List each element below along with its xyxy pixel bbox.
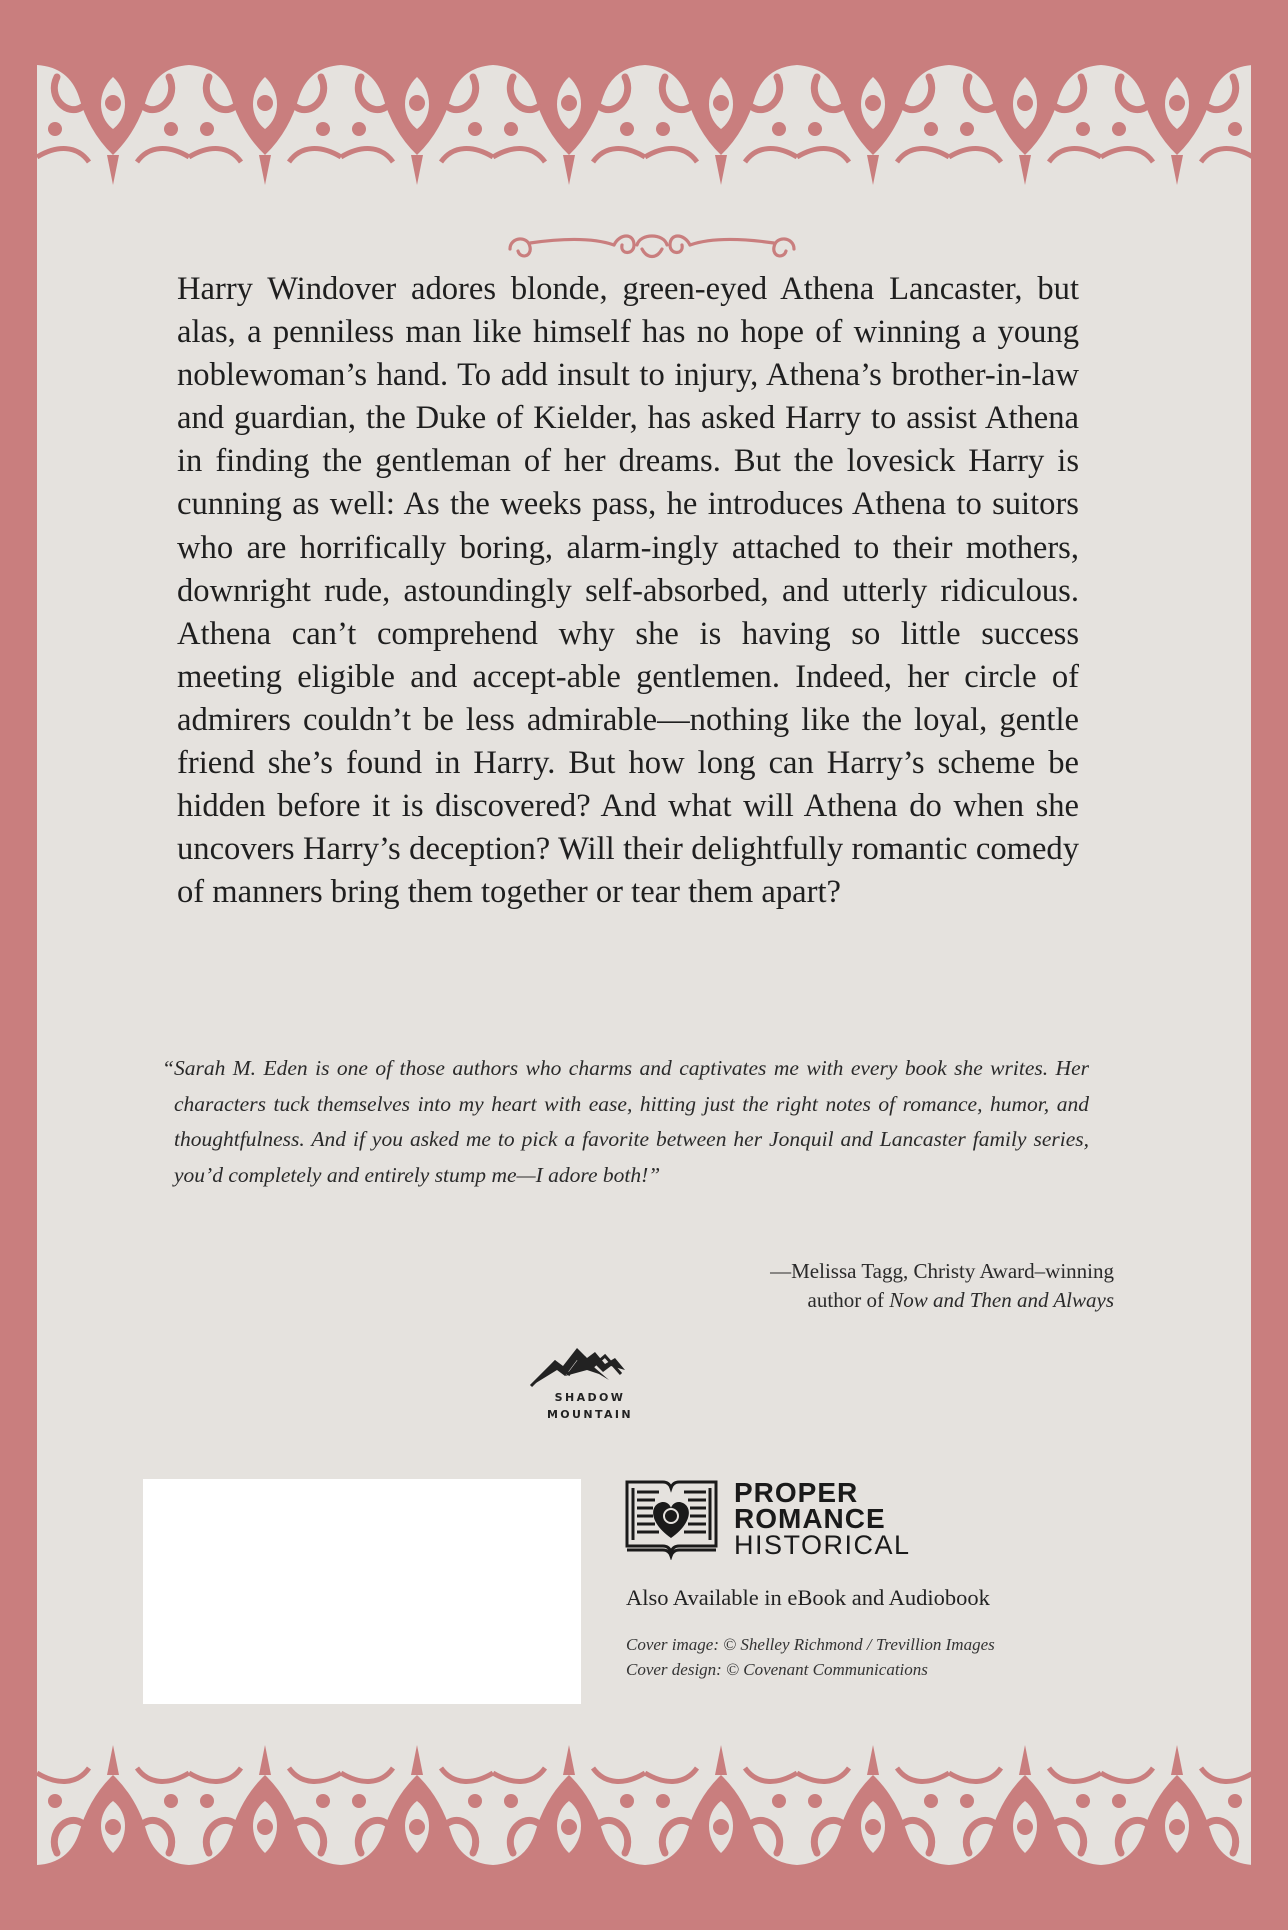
endorsement-quote — [162, 1051, 1089, 1193]
quote-line: notes of romance, humor, and thoughtfulness. And if you asked me to pick a favorite — [174, 1091, 1089, 1152]
attribution-prefix: author of — [807, 1288, 890, 1312]
quote-attribution — [614, 1257, 1114, 1315]
publisher-name — [520, 1389, 660, 1423]
bottom-ornament-border — [37, 1743, 1251, 1893]
book-heart-icon — [623, 1476, 720, 1560]
barcode-placeholder — [143, 1479, 581, 1704]
synopsis-line: it is discovered? And what will Athena do when she uncovers — [177, 788, 1079, 868]
synopsis-line: manners bring them together or tear them apart? — [212, 874, 841, 911]
synopsis-line: brother-in-law and guardian, the Duke of Kielder, has asked — [177, 357, 1079, 437]
synopsis-line: self-absorbed, and utterly ridiculous. Athena can’t comprehend — [177, 572, 1079, 652]
synopsis-line: introduces Athena to suitors who are horrifically boring, alarm- — [177, 486, 1079, 566]
publisher-line-2: MOUNTAIN — [546, 1408, 634, 1421]
imprint-line-1: PROPER — [734, 1477, 859, 1508]
attribution-credit — [614, 1286, 1114, 1315]
quote-line: me—I adore both!” — [491, 1162, 661, 1187]
synopsis-line: Harry to assist Athena in finding the gentleman of her dreams. — [177, 400, 1079, 480]
imprint-line-2: ROMANCE — [734, 1503, 886, 1534]
synopsis-line: but alas, a penniless man like himself has no hope of winning — [177, 271, 1079, 351]
synopsis-line: admirable—nothing like the loyal, gentle friend she’s found — [177, 701, 1079, 782]
top-ornament-border — [37, 37, 1251, 187]
cover-credits — [626, 1632, 995, 1682]
synopsis-paragraph — [177, 268, 1079, 914]
imprint-wordmark — [734, 1477, 911, 1560]
publisher-line-1: SHADOW — [554, 1391, 626, 1404]
synopsis-line: in Harry. But how long can Harry’s scheme be hidden before — [177, 745, 1079, 825]
synopsis-line: able gentlemen. Indeed, her circle of admirers couldn’t be less — [177, 658, 1079, 738]
synopsis-line: ingly attached to their mothers, downright rude, astoundingly — [177, 529, 1079, 609]
attribution-book-title: Now and Then and Always — [889, 1288, 1114, 1312]
imprint-line-3: HISTORICAL — [734, 1530, 911, 1560]
cover-image-credit: Cover image: © Shelley Richmond / Trevillion Images — [626, 1635, 995, 1654]
synopsis-line: Harry’s deception? Will their delightfully romantic comedy of — [177, 831, 1079, 911]
cover-design-credit: Cover design: © Covenant Communications — [626, 1660, 928, 1679]
quote-line: between her Jonquil and Lancaster family series, you’d completely and entirely stump — [174, 1127, 1089, 1187]
synopsis-line: Harry Windover adores blonde, green-eyed Athena Lancaster, — [177, 271, 1023, 307]
availability-note: Also Available in eBook and Audiobook — [626, 1585, 990, 1610]
attribution-author: —Melissa Tagg, Christy Award–winning — [770, 1259, 1114, 1283]
synopsis-line: why she is having so little success meeting eligible and accept- — [177, 615, 1080, 695]
quote-line: “Sarah M. Eden is one of those authors who charms and captivates me with every book — [162, 1056, 947, 1080]
quote-line: she writes. Her characters tuck themselves into my heart with ease, hitting just the right — [174, 1056, 1089, 1116]
synopsis-line: a young noblewoman’s hand. To add insult to injury, Athena’s — [177, 314, 1079, 394]
synopsis-line: But the lovesick Harry is cunning as well: As the weeks pass, he — [177, 443, 1079, 523]
